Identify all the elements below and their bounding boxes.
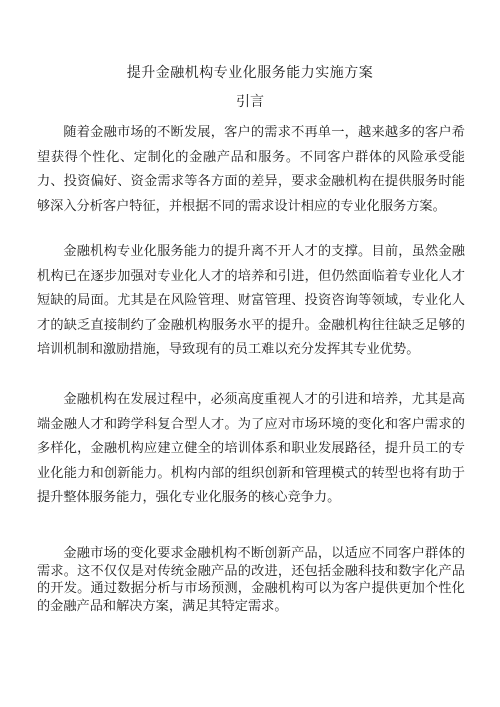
section-heading: 引言	[236, 94, 264, 110]
paragraph-1: 随着金融市场的不断发展，客户的需求不再单一，越来越多的客户希望获得个性化、定制化的金融产品和服务。不同客户群体的风险承受能力、投资偏好、资金需求等各方面的差异，要求金融机构在提供服务时能够深入分析客户特征，并根据不同的需求设计相应的专业化服务方案。	[37, 125, 465, 214]
paragraph-2: 金融机构专业化服务能力的提升离不开人才的支撑。目前，虽然金融机构已在逐步加强对专业化人才的培养和引进，但仍然面临着专业化人才短缺的局面。尤其是在风险管理、财富管理、投资咨询等领域，专业化人才的缺乏直接制约了金融机构服务水平的提升。金融机构往往缺乏足够的培训机制和激励措施，导致现有的员工难以充分发挥其专业优势。	[37, 244, 465, 357]
paragraph-3: 金融机构在发展过程中，必须高度重视人才的引进和培养，尤其是高端金融人才和跨学科复合型人才。为了应对市场环境的变化和客户需求的多样化，金融机构应建立健全的培训体系和职业发展路径，提升员工的专业化能力和创新能力。机构内部的组织创新和管理模式的转型也将有助于提升整体服务能力，强化专业化服务的核心竞争力。	[37, 392, 465, 505]
paragraph-4: 金融市场的变化要求金融机构不断创新产品，以适应不同客户群体的需求。这不仅仅是对传统金融产品的改进，还包括金融科技和数字化产品的开发。通过数据分析与市场预测，金融机构可以为客户提供更加个性化的金融产品和解决方案，满足其特定需求。	[37, 546, 465, 614]
document-title: 提升金融机构专业化服务能力实施方案	[126, 65, 374, 81]
